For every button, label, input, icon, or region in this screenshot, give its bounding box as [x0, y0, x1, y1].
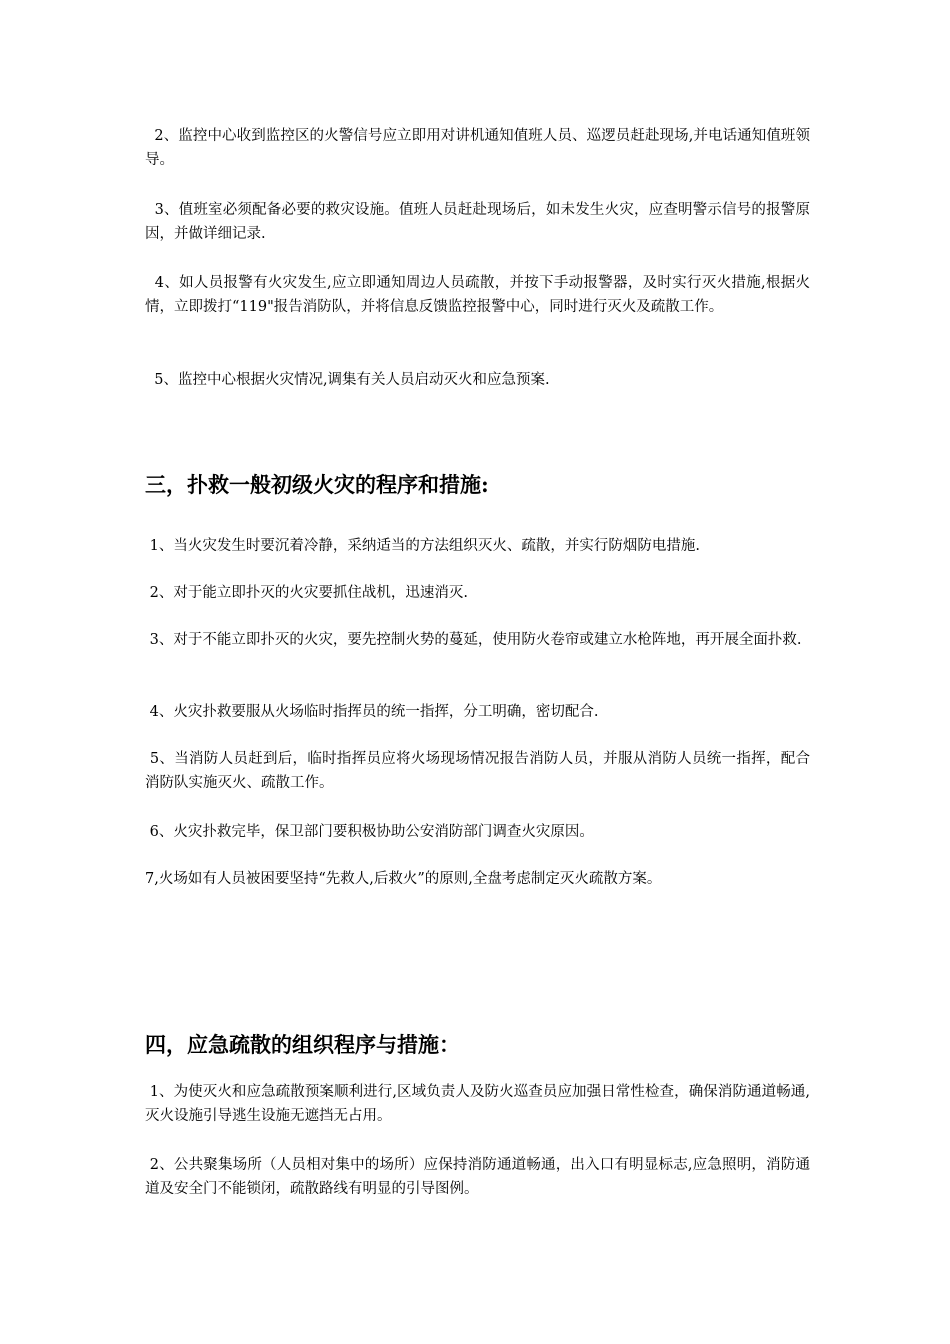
paragraph-3-4: 4、火灾扑救要服从火场临时指挥员的统一指挥，分工明确，密切配合. — [145, 704, 599, 720]
paragraph-4-2: 2、公共聚集场所（人员相对集中的场所）应保持消防通道畅通，出入口有明显标志,应急照明，消防通道及安全门不能锁闭，疏散路线有明显的引导图例。 — [145, 1157, 810, 1197]
paragraph-2-3: 3、值班室必须配备必要的救灾设施。值班人员赶赴现场后，如未发生火灾，应查明警示信号的报警原因，并做详细记录. — [145, 202, 810, 242]
paragraph-3-7: 7,火场如有人员被困要坚持“先救人,后救火”的原则,全盘考虑制定灭火疏散方案。 — [145, 871, 662, 887]
paragraph-3-1: 1、当火灾发生时要沉着冷静，采纳适当的方法组织灭火、疏散，并实行防烟防电措施. — [145, 538, 700, 554]
paragraph-2-4: 4、如人员报警有火灾发生,应立即通知周边人员疏散，并按下手动报警器，及时实行灭火措施,根据火情，立即拨打“119"报告消防队，并将信息反馈监控报警中心，同时进行灭火及疏散工作。 — [145, 275, 810, 315]
section-3-heading: 三，扑救一般初级火灾的程序和措施: — [145, 472, 489, 497]
paragraph-2-2: 2、监控中心收到监控区的火警信号应立即用对讲机通知值班人员、巡逻员赶赴现场,并电话通知值班领导。 — [145, 128, 810, 168]
paragraph-3-5: 5、当消防人员赶到后，临时指挥员应将火场现场情况报告消防人员，并服从消防人员统一指挥，配合消防队实施灭火、疏散工作。 — [145, 751, 810, 791]
paragraph-3-2: 2、对于能立即扑灭的火灾要抓住战机，迅速消灭. — [145, 585, 468, 601]
paragraph-3-3: 3、对于不能立即扑灭的火灾，要先控制火势的蔓延，使用防火卷帘或建立水枪阵地，再开展全面扑救. — [145, 632, 802, 648]
paragraph-3-6: 6、火灾扑救完毕，保卫部门要积极协助公安消防部门调查火灾原因。 — [145, 824, 594, 840]
section-4-heading: 四，应急疏散的组织程序与措施： — [145, 1032, 460, 1057]
paragraph-2-5: 5、监控中心根据火灾情况,调集有关人员启动灭火和应急预案. — [145, 372, 550, 388]
paragraph-4-1: 1、为使灭火和应急疏散预案顺利进行,区域负责人及防火巡查员应加强日常性检查，确保消防通道畅通,灭火设施引导逃生设施无遮挡无占用。 — [145, 1084, 810, 1124]
